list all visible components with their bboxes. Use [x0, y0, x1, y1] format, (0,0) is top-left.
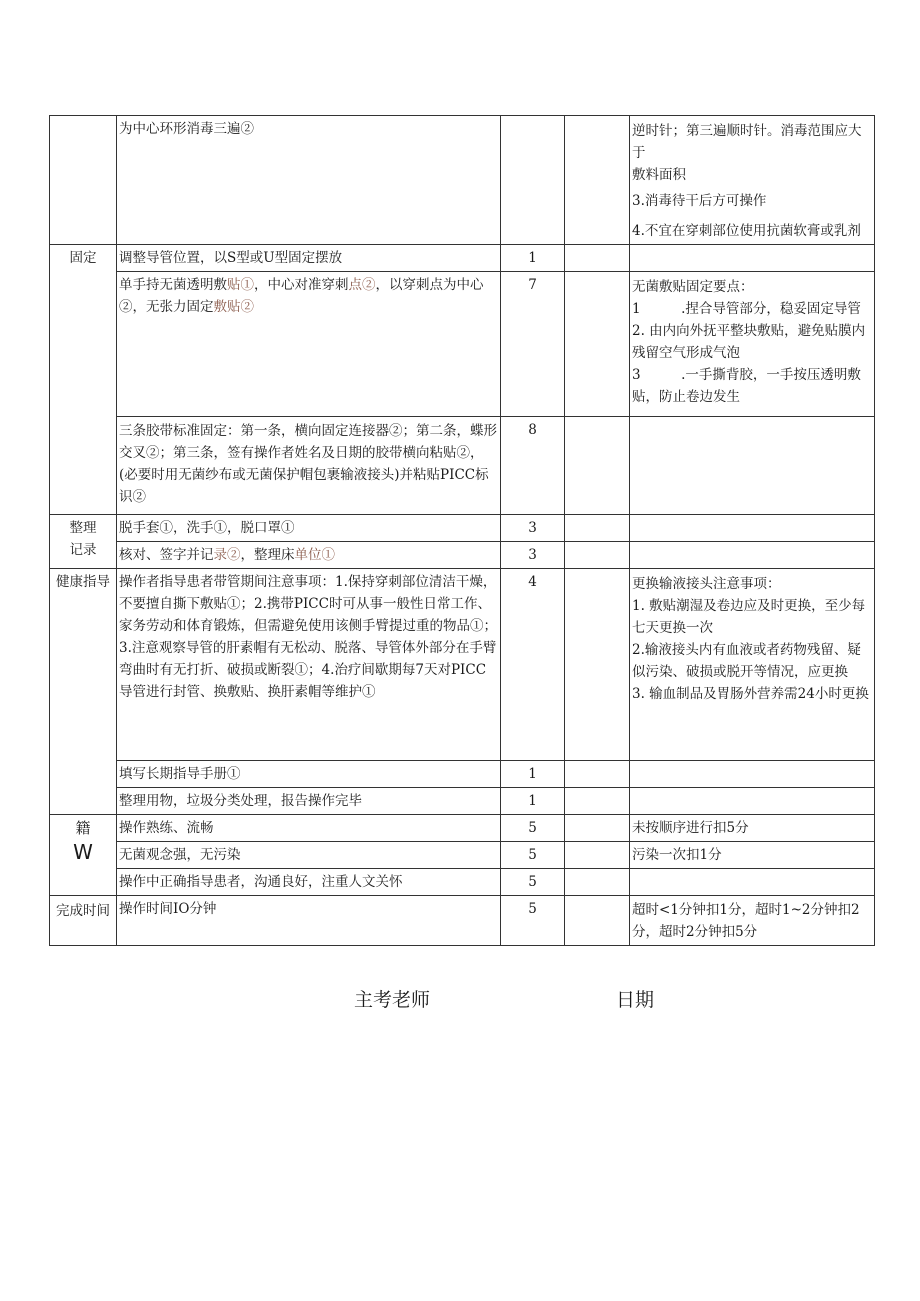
content-cell: 单手持无菌透明敷贴①，中心对准穿刺点②，以穿刺点为中心②，无张力固定敷贴② [117, 272, 501, 417]
note-cell [630, 761, 875, 788]
score-cell: 5 [501, 842, 565, 869]
score-cell: 8 [501, 417, 565, 515]
deduction-cell [565, 842, 630, 869]
note-cell [630, 245, 875, 272]
deduction-cell [565, 245, 630, 272]
category-cell-eval: 籍 W [50, 815, 117, 896]
content-cell: 三条胶带标准固定：第一条，横向固定连接器②；第二条，蝶形交叉②；第三条，签有操作者姓名及日期的胶带横向粘贴②，(必要时用无菌纱布或无菌保护帽包裹输液接头)并粘贴PICC标识② [117, 417, 501, 515]
note-cell [630, 272, 875, 417]
table-row [50, 761, 875, 788]
table-row [50, 896, 875, 946]
note-line: 1. 敷贴潮湿及卷边应及时更换，至少每七天更换一次 [632, 598, 866, 636]
table-row [50, 842, 875, 869]
content-cell: 操作中正确指导患者，沟通良好，注重人文关怀 [117, 869, 501, 896]
note-cell: 超时<1分钟扣1分，超时1~2分钟扣2分，超时2分钟扣5分 [630, 896, 875, 946]
category-cell-fix: 固定 [50, 245, 117, 515]
content-cell: 操作者指导患者带管期间注意事项：1.保持穿刺部位清洁干燥，不要擅自撕下敷贴①；2.携带PICC时可从事一般性日常工作、家务劳动和体育锻炼，但需避免使用该侧手臂提过重的物品①；3.注意观察导管的肝素帽有无松动、脱落、导管体外部分在手臂弯曲时有无打折、破损或断裂①；4.治疗间歇期每7天对PICC导管进行封管、换敷贴、换肝素帽等维护① [117, 569, 501, 761]
note-line: 1 .捏合导管部分，稳妥固定导管 [632, 301, 861, 317]
note-cell [630, 116, 875, 245]
category-cell-tidy: 整理 记录 [50, 515, 117, 569]
note-cell [630, 417, 875, 515]
score-cell: 3 [501, 515, 565, 542]
category-cell [50, 116, 117, 245]
content-cell: 操作熟练、流畅 [117, 815, 501, 842]
category-cell-time: 完成时间 [50, 896, 117, 946]
note-line: 4.不宜在穿刺部位使用抗菌软膏或乳剂 [632, 223, 861, 239]
deduction-cell [565, 272, 630, 417]
note-cell: 未按顺序进行扣5分 [630, 815, 875, 842]
score-cell: 7 [501, 272, 565, 417]
note-cell [630, 869, 875, 896]
note-cell [630, 788, 875, 815]
score-cell: 1 [501, 245, 565, 272]
note-line: 3.消毒待干后方可操作 [632, 193, 767, 209]
content-cell: 脱手套①，洗手①，脱口罩① [117, 515, 501, 542]
note-cell [630, 515, 875, 542]
table-row [50, 515, 875, 542]
deduction-cell [565, 788, 630, 815]
table-row [50, 869, 875, 896]
score-cell: 1 [501, 788, 565, 815]
score-cell: 4 [501, 569, 565, 761]
table-row [50, 245, 875, 272]
content-cell: 核对、签字并记录②，整理床单位① [117, 542, 501, 569]
table-row [50, 788, 875, 815]
deduction-cell [565, 761, 630, 788]
content-cell: 调整导管位置，以S型或U型固定摆放 [117, 245, 501, 272]
content-cell: 为中心环形消毒三遍② [117, 116, 501, 245]
note-cell [630, 569, 875, 761]
note-line: 2.输液接头内有血液或者药物残留、疑似污染、破损或脱开等情况，应更换 [632, 642, 861, 680]
date-label: 日期 [616, 989, 655, 1011]
deduction-cell [565, 896, 630, 946]
note-cell [630, 542, 875, 569]
note-line: 2. 由内向外抚平整块敷贴，避免贴膜内残留空气形成气泡 [632, 323, 866, 361]
note-line: 3. 输血制品及胃肠外营养需24小时更换 [632, 686, 869, 702]
deduction-cell [565, 542, 630, 569]
content-cell: 操作时间IO分钟 [117, 896, 501, 946]
examiner-label: 主考老师 [354, 989, 431, 1011]
note-line: 逆时针；第三遍顺时针。消毒范围应大于 [632, 123, 862, 161]
deduction-cell [565, 116, 630, 245]
deduction-cell [565, 515, 630, 542]
note-line: 敷料面积 [632, 167, 686, 183]
score-cell: 5 [501, 896, 565, 946]
table-row [50, 542, 875, 569]
note-line: 无菌敷贴固定要点： [632, 279, 754, 295]
table-row [50, 116, 875, 245]
content-cell: 整理用物，垃圾分类处理，报告操作完毕 [117, 788, 501, 815]
score-cell: 1 [501, 761, 565, 788]
table-row [50, 272, 875, 417]
deduction-cell [565, 869, 630, 896]
category-cell-health: 健康指导 [50, 569, 117, 815]
note-cell: 污染一次扣1分 [630, 842, 875, 869]
content-cell: 无菌观念强，无污染 [117, 842, 501, 869]
table-row [50, 569, 875, 761]
deduction-cell [565, 417, 630, 515]
content-cell: 填写长期指导手册① [117, 761, 501, 788]
deduction-cell [565, 569, 630, 761]
score-cell: 5 [501, 869, 565, 896]
table-row [50, 815, 875, 842]
scoring-table [49, 115, 875, 946]
note-line: 3 .一手撕背胶，一手按压透明敷贴，防止卷边发生 [632, 367, 861, 405]
score-cell: 3 [501, 542, 565, 569]
deduction-cell [565, 815, 630, 842]
score-cell: 5 [501, 815, 565, 842]
note-line: 更换输液接头注意事项： [632, 576, 781, 592]
table-row [50, 417, 875, 515]
score-cell [501, 116, 565, 245]
